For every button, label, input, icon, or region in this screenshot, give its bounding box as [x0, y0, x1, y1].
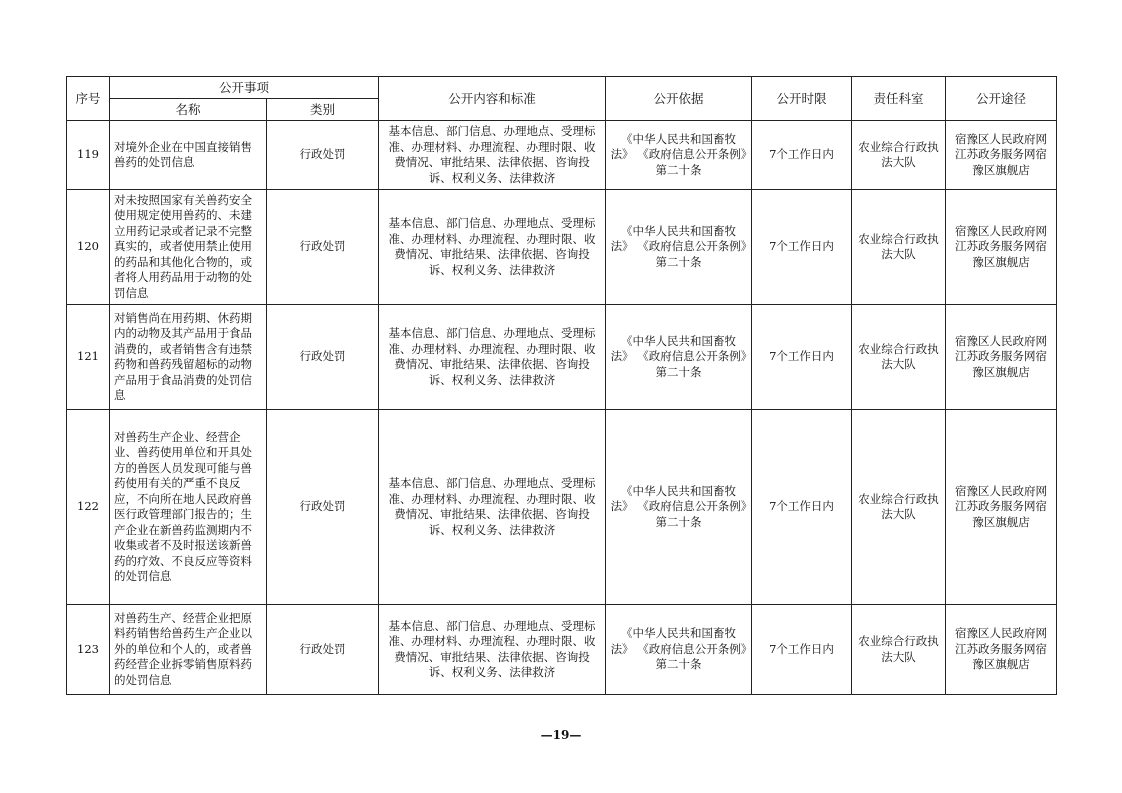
header-office: 责任科室	[852, 77, 946, 121]
table-row	[67, 190, 1057, 305]
table-row	[67, 410, 1057, 605]
header-seq: 序号	[67, 77, 110, 121]
cell-seq: 121	[67, 305, 110, 410]
cell-name: 对兽药生产、经营企业把原料药销售给兽药生产企业以外的单位和个人的，或者兽药经营企业拆零销售原料药的处罚信息	[110, 605, 267, 695]
cell-basis: 《中华人民共和国畜牧法》 《政府信息公开条例》第二十条	[606, 190, 752, 305]
cell-content: 基本信息、部门信息、办理地点、受理标准、办理材料、办理流程、办理时限、收费情况、审批结果、法律依据、咨询投诉、权利义务、法律救济	[379, 121, 606, 190]
header-name: 名称	[110, 99, 267, 121]
cell-content: 基本信息、部门信息、办理地点、受理标准、办理材料、办理流程、办理时限、收费情况、审批结果、法律依据、咨询投诉、权利义务、法律救济	[379, 410, 606, 605]
cell-time-limit: 7个工作日内	[752, 410, 852, 605]
disclosure-table	[66, 76, 1057, 695]
cell-name: 对兽药生产企业、经营企业、兽药使用单位和开具处方的兽医人员发现可能与兽药使用有关的严重不良反应，不向所在地人民政府兽医行政管理部门报告的；生产企业在新兽药监测期内不收集或者不及时报送该新兽药的疗效、不良反应等资料的处罚信息	[110, 410, 267, 605]
header-channel: 公开途径	[946, 77, 1057, 121]
header-content: 公开内容和标准	[379, 77, 606, 121]
cell-time-limit: 7个工作日内	[752, 305, 852, 410]
cell-seq: 123	[67, 605, 110, 695]
cell-channel: 宿豫区人民政府网江苏政务服务网宿豫区旗舰店	[946, 190, 1057, 305]
cell-basis: 《中华人民共和国畜牧法》 《政府信息公开条例》第二十条	[606, 121, 752, 190]
header-category: 类别	[267, 99, 379, 121]
cell-seq: 122	[67, 410, 110, 605]
page-number: —19—	[540, 728, 582, 742]
cell-name: 对销售尚在用药期、休药期内的动物及其产品用于食品消费的，或者销售含有违禁药物和兽药残留超标的动物产品用于食品消费的处罚信息	[110, 305, 267, 410]
cell-office: 农业综合行政执法大队	[852, 121, 946, 190]
cell-basis: 《中华人民共和国畜牧法》 《政府信息公开条例》第二十条	[606, 305, 752, 410]
cell-office: 农业综合行政执法大队	[852, 605, 946, 695]
header-basis: 公开依据	[606, 77, 752, 121]
cell-office: 农业综合行政执法大队	[852, 305, 946, 410]
cell-time-limit: 7个工作日内	[752, 121, 852, 190]
cell-office: 农业综合行政执法大队	[852, 190, 946, 305]
cell-category: 行政处罚	[267, 121, 379, 190]
cell-content: 基本信息、部门信息、办理地点、受理标准、办理材料、办理流程、办理时限、收费情况、审批结果、法律依据、咨询投诉、权利义务、法律救济	[379, 605, 606, 695]
cell-basis: 《中华人民共和国畜牧法》 《政府信息公开条例》第二十条	[606, 605, 752, 695]
cell-channel: 宿豫区人民政府网江苏政务服务网宿豫区旗舰店	[946, 605, 1057, 695]
cell-seq: 120	[67, 190, 110, 305]
header-time-limit: 公开时限	[752, 77, 852, 121]
cell-category: 行政处罚	[267, 605, 379, 695]
cell-name: 对境外企业在中国直接销售兽药的处罚信息	[110, 121, 267, 190]
cell-category: 行政处罚	[267, 305, 379, 410]
header-item-group: 公开事项	[110, 77, 379, 99]
cell-content: 基本信息、部门信息、办理地点、受理标准、办理材料、办理流程、办理时限、收费情况、审批结果、法律依据、咨询投诉、权利义务、法律救济	[379, 190, 606, 305]
cell-category: 行政处罚	[267, 410, 379, 605]
cell-time-limit: 7个工作日内	[752, 605, 852, 695]
cell-basis: 《中华人民共和国畜牧法》 《政府信息公开条例》第二十条	[606, 410, 752, 605]
cell-office: 农业综合行政执法大队	[852, 410, 946, 605]
cell-content: 基本信息、部门信息、办理地点、受理标准、办理材料、办理流程、办理时限、收费情况、审批结果、法律依据、咨询投诉、权利义务、法律救济	[379, 305, 606, 410]
cell-seq: 119	[67, 121, 110, 190]
cell-channel: 宿豫区人民政府网江苏政务服务网宿豫区旗舰店	[946, 410, 1057, 605]
cell-time-limit: 7个工作日内	[752, 190, 852, 305]
cell-category: 行政处罚	[267, 190, 379, 305]
table-row	[67, 605, 1057, 695]
cell-channel: 宿豫区人民政府网江苏政务服务网宿豫区旗舰店	[946, 121, 1057, 190]
table-row	[67, 305, 1057, 410]
cell-name: 对未按照国家有关兽药安全使用规定使用兽药的、未建立用药记录或者记录不完整真实的，或者使用禁止使用的药品和其他化合物的，或者将人用药品用于动物的处罚信息	[110, 190, 267, 305]
table-row	[67, 121, 1057, 190]
cell-channel: 宿豫区人民政府网江苏政务服务网宿豫区旗舰店	[946, 305, 1057, 410]
